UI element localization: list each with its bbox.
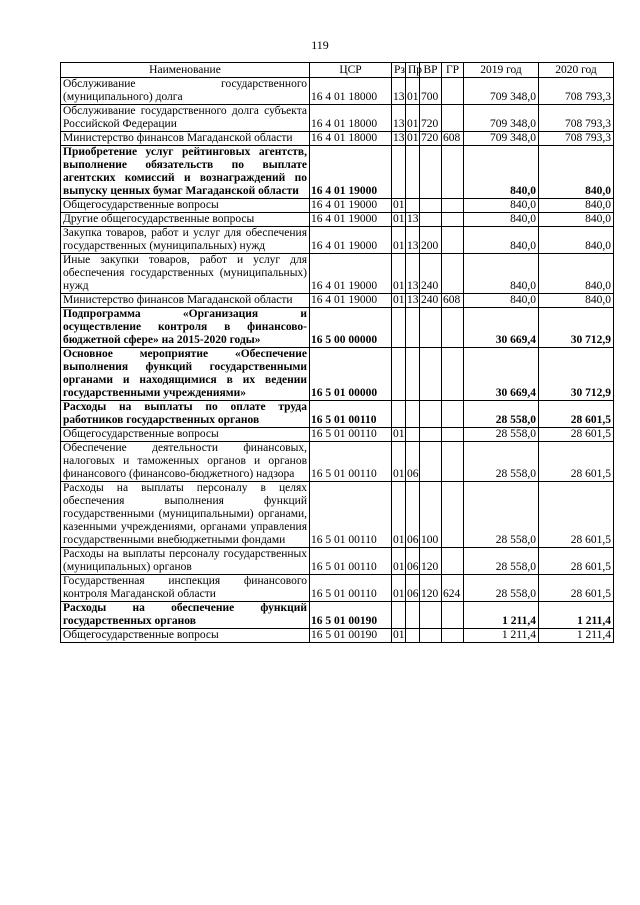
cell-name: Основное мероприятие «Обеспечение выполнения функций государственными органами и находящимися в их ведении государственными учреждениями» — [61, 348, 310, 401]
cell-y2020: 28 601,5 — [539, 428, 614, 442]
cell-vr — [420, 629, 442, 643]
table-row — [61, 227, 614, 254]
cell-y2019: 840,0 — [464, 213, 539, 227]
cell-y2019: 28 558,0 — [464, 428, 539, 442]
cell-y2020: 840,0 — [539, 213, 614, 227]
cell-pr — [406, 401, 420, 428]
cell-y2020: 840,0 — [539, 146, 614, 199]
cell-vr — [420, 213, 442, 227]
cell-pr — [406, 602, 420, 629]
cell-name: Расходы на выплаты по оплате труда работников государственных органов — [61, 401, 310, 428]
cell-y2020: 28 601,5 — [539, 575, 614, 602]
cell-vr — [420, 199, 442, 213]
budget-table — [60, 62, 614, 643]
cell-pr: 01 — [406, 78, 420, 105]
cell-vr: 240 — [420, 294, 442, 308]
cell-y2019: 28 558,0 — [464, 442, 539, 482]
cell-y2020: 28 601,5 — [539, 482, 614, 548]
table-row — [61, 348, 614, 401]
table-row — [61, 629, 614, 643]
cell-pr — [406, 428, 420, 442]
table-row — [61, 254, 614, 294]
header-vr: ВР — [420, 63, 442, 78]
cell-pr — [406, 308, 420, 348]
cell-y2019: 840,0 — [464, 294, 539, 308]
cell-y2019: 30 669,4 — [464, 348, 539, 401]
cell-pr: 06 — [406, 482, 420, 548]
cell-y2019: 28 558,0 — [464, 548, 539, 575]
cell-name: Расходы на выплаты персоналу в целях обеспечения выполнения функций государственными (муниципальными) органами, казенными учреждениями, органами управления государственными внебюджетными фондами — [61, 482, 310, 548]
cell-rz: 01 — [392, 482, 406, 548]
cell-name: Обслуживание государственного (муниципального) долга — [61, 78, 310, 105]
cell-pr: 01 — [406, 105, 420, 132]
cell-vr: 240 — [420, 254, 442, 294]
cell-gr — [442, 428, 464, 442]
cell-csr: 16 5 01 00110 — [310, 575, 392, 602]
cell-vr: 700 — [420, 78, 442, 105]
cell-csr: 16 5 01 00110 — [310, 442, 392, 482]
cell-y2019: 30 669,4 — [464, 308, 539, 348]
cell-csr: 16 5 01 00110 — [310, 401, 392, 428]
cell-vr — [420, 401, 442, 428]
cell-rz — [392, 348, 406, 401]
cell-rz: 01 — [392, 548, 406, 575]
cell-rz: 01 — [392, 575, 406, 602]
cell-csr: 16 5 01 00110 — [310, 482, 392, 548]
cell-y2019: 709 348,0 — [464, 78, 539, 105]
cell-gr: 624 — [442, 575, 464, 602]
cell-csr: 16 5 01 00110 — [310, 428, 392, 442]
cell-pr: 06 — [406, 442, 420, 482]
cell-y2020: 840,0 — [539, 199, 614, 213]
cell-y2019: 1 211,4 — [464, 629, 539, 643]
cell-gr — [442, 308, 464, 348]
cell-csr: 16 5 01 00190 — [310, 629, 392, 643]
cell-pr — [406, 629, 420, 643]
cell-pr — [406, 199, 420, 213]
cell-pr: 13 — [407, 294, 419, 306]
cell-name: Закупка товаров, работ и услуг для обеспечения государственных (муниципальных) нужд — [61, 227, 310, 254]
cell-vr — [420, 602, 442, 629]
cell-vr: 120 — [420, 575, 442, 602]
cell-csr: 16 5 01 00190 — [310, 602, 392, 629]
cell-y2019: 840,0 — [464, 199, 539, 213]
cell-gr — [442, 602, 464, 629]
header-2020: 2020 год — [539, 63, 614, 78]
table-row — [61, 105, 614, 132]
cell-y2020: 840,0 — [539, 227, 614, 254]
cell-name: Общегосударственные вопросы — [61, 428, 310, 442]
cell-y2020: 28 601,5 — [539, 442, 614, 482]
cell-vr — [420, 348, 442, 401]
table-row — [61, 482, 614, 548]
cell-vr: 100 — [420, 482, 442, 548]
cell-vr: 720 — [420, 132, 442, 146]
cell-name: Министерство финансов Магаданской области — [61, 294, 310, 308]
cell-pr: 01 — [407, 132, 419, 144]
cell-y2020: 28 601,5 — [539, 401, 614, 428]
cell-vr: 720 — [420, 105, 442, 132]
cell-y2019: 840,0 — [464, 227, 539, 254]
table-row — [61, 213, 614, 227]
cell-pr — [406, 146, 420, 199]
table-row — [61, 308, 614, 348]
cell-rz — [392, 602, 406, 629]
cell-csr: 16 4 01 19000 — [310, 227, 392, 254]
cell-vr: 120 — [420, 548, 442, 575]
table-row — [61, 78, 614, 105]
page-number: 119 — [311, 38, 329, 52]
cell-gr — [442, 254, 464, 294]
table-body — [61, 78, 614, 643]
cell-csr: 16 4 01 18000 — [310, 132, 392, 146]
cell-name: Приобретение услуг рейтинговых агентств, выполнение обязательств по выплате агентских комиссий и вознаграждений по выпуску ценных бумаг Магаданской области — [61, 146, 310, 199]
cell-y2019: 28 558,0 — [464, 401, 539, 428]
cell-gr — [442, 629, 464, 643]
cell-y2020: 708 793,3 — [539, 105, 614, 132]
cell-csr: 16 4 01 19000 — [310, 254, 392, 294]
cell-rz: 01 — [393, 213, 405, 225]
cell-rz: 01 — [393, 294, 405, 306]
cell-gr — [442, 105, 464, 132]
cell-y2020: 1 211,4 — [539, 602, 614, 629]
table-row — [61, 146, 614, 199]
cell-y2020: 30 712,9 — [539, 348, 614, 401]
cell-y2020: 30 712,9 — [539, 308, 614, 348]
cell-y2019: 840,0 — [464, 146, 539, 199]
cell-gr — [442, 401, 464, 428]
table-row — [61, 428, 614, 442]
table-row — [61, 132, 614, 146]
table-row — [61, 294, 614, 308]
cell-csr: 16 5 01 00000 — [310, 348, 392, 401]
cell-rz: 01 — [392, 254, 406, 294]
cell-vr — [420, 308, 442, 348]
cell-rz: 01 — [393, 199, 405, 211]
cell-csr: 16 4 01 19000 — [310, 294, 392, 308]
cell-y2019: 1 211,4 — [464, 602, 539, 629]
cell-rz: 01 — [393, 629, 405, 641]
cell-y2020: 840,0 — [539, 294, 614, 308]
cell-pr: 13 — [406, 227, 420, 254]
cell-rz — [392, 146, 406, 199]
cell-gr: 608 — [442, 294, 464, 308]
cell-pr: 13 — [406, 254, 420, 294]
cell-name: Расходы на обеспечение функций государственных органов — [61, 602, 310, 629]
cell-y2020: 28 601,5 — [539, 548, 614, 575]
cell-pr: 06 — [406, 575, 420, 602]
cell-csr: 16 4 01 19000 — [310, 199, 392, 213]
header-2019: 2019 год — [464, 63, 539, 78]
cell-y2020: 1 211,4 — [539, 629, 614, 643]
table-row — [61, 442, 614, 482]
header-name: Наименование — [61, 63, 310, 78]
cell-gr — [442, 227, 464, 254]
cell-gr — [442, 348, 464, 401]
cell-csr: 16 5 00 00000 — [310, 308, 392, 348]
cell-y2020: 708 793,3 — [539, 132, 614, 146]
cell-vr: 200 — [420, 227, 442, 254]
cell-vr — [420, 428, 442, 442]
cell-gr — [442, 213, 464, 227]
cell-name: Общегосударственные вопросы — [61, 629, 310, 643]
table-header-row — [61, 63, 614, 78]
cell-y2020: 708 793,3 — [539, 78, 614, 105]
cell-vr — [420, 146, 442, 199]
cell-name: Государственная инспекция финансового контроля Магаданской области — [61, 575, 310, 602]
cell-y2020: 840,0 — [539, 254, 614, 294]
table-row — [61, 575, 614, 602]
cell-name: Расходы на выплаты персоналу государственных (муниципальных) органов — [61, 548, 310, 575]
header-gr: ГР — [442, 63, 464, 78]
cell-rz — [392, 308, 406, 348]
cell-rz: 13 — [392, 105, 406, 132]
cell-gr — [442, 482, 464, 548]
cell-rz: 01 — [392, 227, 406, 254]
cell-y2019: 709 348,0 — [464, 132, 539, 146]
cell-name: Министерство финансов Магаданской области — [61, 132, 310, 146]
cell-csr: 16 4 01 18000 — [310, 105, 392, 132]
header-rz: Рз — [392, 63, 406, 78]
cell-csr: 16 4 01 19000 — [310, 146, 392, 199]
table-row — [61, 401, 614, 428]
cell-y2019: 28 558,0 — [464, 575, 539, 602]
cell-csr: 16 5 01 00110 — [310, 548, 392, 575]
cell-csr: 16 4 01 19000 — [310, 213, 392, 227]
cell-pr — [406, 348, 420, 401]
cell-gr — [442, 199, 464, 213]
cell-name: Другие общегосударственные вопросы — [61, 213, 310, 227]
cell-vr — [420, 442, 442, 482]
cell-rz — [392, 401, 406, 428]
cell-gr — [442, 146, 464, 199]
cell-name: Иные закупки товаров, работ и услуг для обеспечения государственных (муниципальных) нужд — [61, 254, 310, 294]
cell-y2019: 840,0 — [464, 254, 539, 294]
cell-gr: 608 — [442, 132, 464, 146]
cell-rz: 13 — [393, 132, 405, 144]
table-row — [61, 602, 614, 629]
cell-rz: 13 — [392, 78, 406, 105]
cell-gr — [442, 442, 464, 482]
cell-y2019: 28 558,0 — [464, 482, 539, 548]
table-row — [61, 548, 614, 575]
cell-pr: 13 — [407, 213, 419, 225]
cell-pr: 06 — [406, 548, 420, 575]
cell-name: Обеспечение деятельности финансовых, налоговых и таможенных органов и органов финансового (финансово-бюджетного) надзора — [61, 442, 310, 482]
cell-gr — [442, 78, 464, 105]
cell-name: Обслуживание государственного долга субъекта Российской Федерации — [61, 105, 310, 132]
cell-rz: 01 — [392, 442, 406, 482]
header-pr: Пр — [406, 63, 420, 78]
cell-y2019: 709 348,0 — [464, 105, 539, 132]
cell-csr: 16 4 01 18000 — [310, 78, 392, 105]
header-csr: ЦСР — [310, 63, 392, 78]
cell-gr — [442, 548, 464, 575]
cell-rz: 01 — [393, 428, 405, 440]
cell-name: Подпрограмма «Организация и осуществление контроля в финансово-бюджетной сфере» на 2015-2020 годы» — [61, 308, 310, 348]
cell-name: Общегосударственные вопросы — [61, 199, 310, 213]
table-row — [61, 199, 614, 213]
